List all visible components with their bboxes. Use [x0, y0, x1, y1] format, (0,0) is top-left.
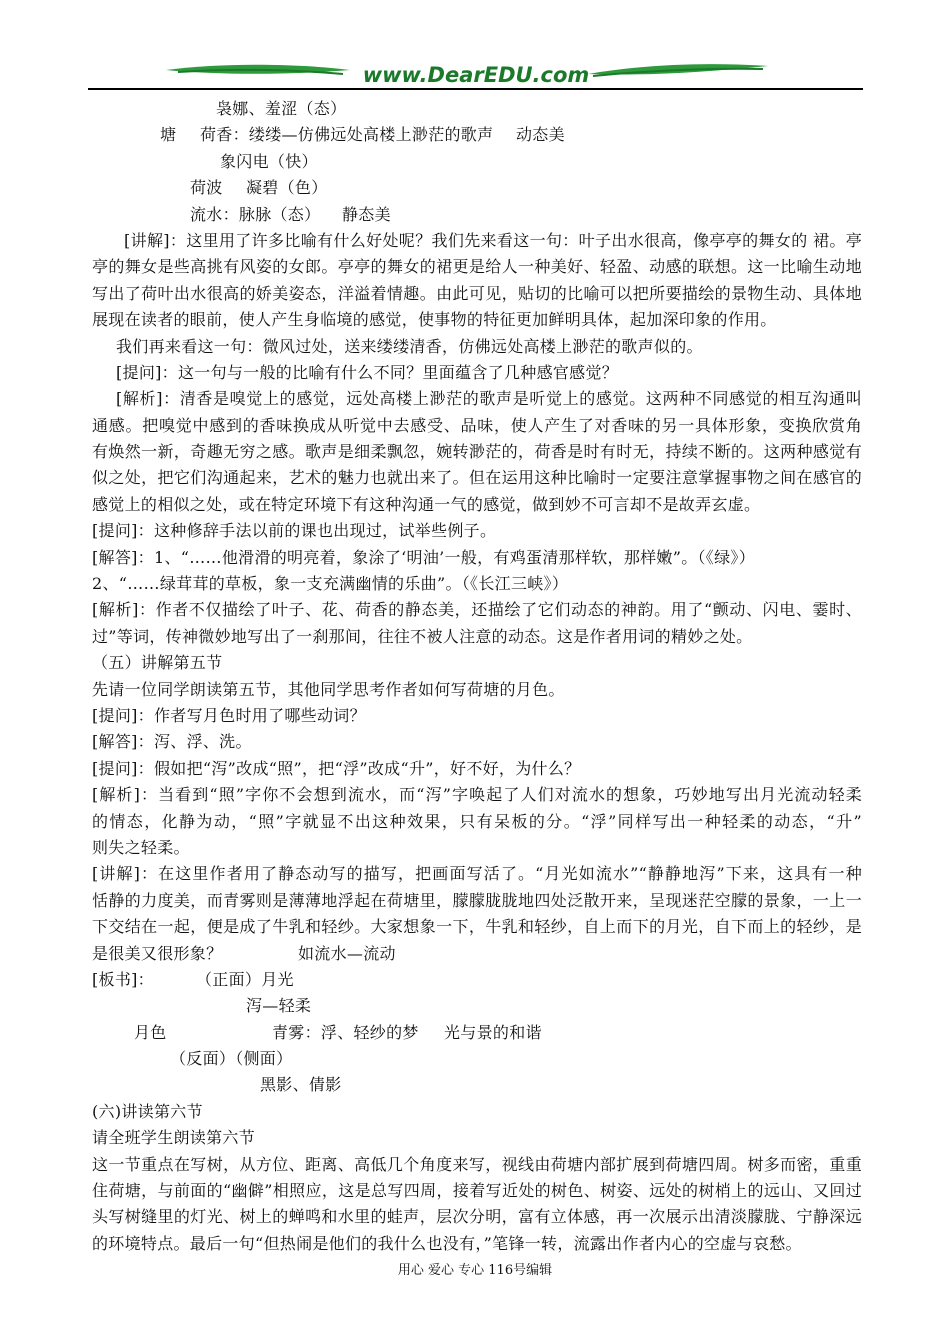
paragraph-line: [解析]：作者不仅描绘了叶子、花、荷香的静态美，还描绘了它们动态的神韵。用了“颤动、闪电、霎时、	[92, 600, 862, 620]
text-line: 塘	[160, 125, 177, 145]
paragraph-line: 恬静的力度美，而青雾则是薄薄地浮起在荷塘里，朦朦胧胧地四处泛散开来，呈现迷茫空朦的景象，一上一	[92, 890, 862, 910]
paragraph-line: [解答]：1、“……他滑滑的明亮着，象涂了‘明油’一般，有鸡蛋清那样软，那样嫩”。（《绿》）	[92, 547, 755, 567]
paragraph-line: 头写树缝里的灯光、树上的蝉鸣和水里的蛙声，层次分明，富有立体感，再一次展示出清淡朦胧、宁静深远	[92, 1207, 862, 1227]
diagram-line-5	[92, 202, 862, 228]
paragraph-line: 亭的舞女是些高挑有风姿的女郎。亭亭的舞女的裙更是给人一种美好、轻盈、动感的联想。这一比喻生动地	[92, 257, 862, 277]
diagram-line-1	[92, 96, 862, 122]
board-line-5	[92, 1072, 862, 1098]
text-line: 动态美	[516, 125, 565, 145]
paragraph-line: [提问]：这一句与一般的比喻有什么不同？里面蕴含了几种感官感觉？	[116, 362, 619, 382]
paragraph-line: 2、“……绿茸茸的草板，象一支充满幽情的乐曲”。（《长江三峡》）	[92, 574, 569, 594]
paragraph-line: [提问]：这种修辞手法以前的课也出现过，试举些例子。	[92, 521, 497, 541]
paragraph-line: 有焕然一新，奇趣无穷之感。歌声是细柔飘忽，婉转渺茫的，荷香是时有时无，持续不断的。这两种感觉有	[92, 442, 862, 462]
paragraph-line: [提问]：作者写月色时用了哪些动词？	[92, 705, 366, 725]
paragraph-line: 过”等词，传神微妙地写出了一刹那间，往往不被人注意的动态。这是作者用词的精妙之处。	[92, 626, 753, 646]
paragraph-line: 这一节重点在写树，从方位、距离、高低几个角度来写，视线由荷塘内部扩展到荷塘四周。树多而密，重重	[92, 1154, 862, 1174]
text-line: 如流水—流动	[298, 943, 396, 963]
paragraph-line: [解析]：清香是嗅觉上的感觉，远处高楼上渺茫的歌声是听觉上的感觉。这两种不同感觉的相互沟通叫	[116, 389, 862, 409]
text-line: 荷香：缕缕—仿佛远处高楼上渺茫的歌声	[200, 125, 494, 145]
diagram-line-2	[92, 122, 862, 148]
board-line-1	[92, 967, 862, 993]
text-line: 光与景的和谐	[444, 1022, 542, 1042]
section-heading: (六)讲读第六节	[92, 1101, 203, 1121]
site-header-banner	[88, 58, 863, 92]
paragraph-line: 我们再来看这一句：微风过处，送来缕缕清香，仿佛远处高楼上渺茫的歌声似的。	[116, 336, 703, 356]
paragraph-line: 似之处，把它们沟通起来，艺术的魅力也就出来了。但在运用这种比喻时一定要注意掌握事物之间在感官的	[92, 468, 862, 488]
text-line: 是很美又很形象？	[92, 943, 223, 963]
paragraph-line: 先请一位同学朗读第五节，其他同学思考作者如何写荷塘的月色。	[92, 679, 565, 699]
text-line: [板书]：	[92, 969, 154, 989]
diagram-line-4	[92, 175, 862, 201]
text-line: 荷波	[190, 178, 223, 198]
text-line: 黑影、倩影	[260, 1075, 342, 1095]
section-heading: （五）讲解第五节	[92, 653, 223, 673]
page-footer: 用心 爱心 专心 116号编辑	[397, 1263, 553, 1278]
site-logo-text: www.DearEDU.com	[362, 63, 590, 87]
paragraph-line: 通感。把嗅觉中感到的香味换成从听觉中去感受、品味，使人产生了对香味的另一具体形象，变换欣赏角	[92, 415, 862, 435]
board-line-3	[92, 1020, 862, 1046]
text-line: 青雾：浮、轻纱的梦	[272, 1022, 419, 1042]
diagram-line-3	[92, 149, 862, 175]
paragraph-line: 展现在读者的眼前，使人产生身临境的感觉，使事物的特征更加鲜明具体，起加深印象的作用。	[92, 310, 777, 330]
paragraph-line: 住荷塘，与前面的“幽僻”相照应，这是总写四周，接着写近处的树色、树姿、远处的树梢上的远山、又回过	[92, 1181, 862, 1201]
board-line-4	[92, 1046, 862, 1072]
text-line: 象闪电（快）	[220, 151, 318, 171]
paragraph-line: 的情态，化静为动，“照”字就显不出这种效果，只有呆板的分。“浮”同样写出一种轻柔的动态，“升”	[92, 811, 862, 831]
text-line: （正面）月光	[196, 969, 294, 989]
paragraph-line: [讲解]：在这里作者用了静态动写的描写，把画面写活了。“月光如流水”“静静地泻”下来，这具有一种	[92, 864, 862, 884]
paragraph-line: [解答]：泻、浮、洗。	[92, 732, 252, 752]
paragraph-line: 写出了荷叶出水很高的娇美姿态，洋溢着情趣。由此可见，贴切的比喻可以把所要描绘的景物生动、具体地	[92, 283, 862, 303]
paragraph-line: [提问]：假如把“泻”改成“照”，把“浮”改成“升”，好不好，为什么？	[92, 758, 581, 778]
paragraph-line: [讲解]：这里用了许多比喻有什么好处呢？我们先来看这一句：叶子出水很高，像亭亭的舞女的 裙。亭	[124, 230, 862, 250]
text-line: 流水：脉脉（态）	[190, 204, 321, 224]
text-line: 凝碧（色）	[246, 178, 328, 198]
text-line: 袅娜、羞涩（态）	[216, 99, 347, 118]
document-body	[92, 96, 862, 1257]
paragraph-line: [解析]：当看到“照”字你不会想到流水，而“泻”字唤起了人们对流水的想象，巧妙地写出月光流动轻柔	[92, 785, 862, 805]
paragraph-line: 请全班学生朗读第六节	[92, 1128, 256, 1148]
text-line: （反面）（侧面）	[170, 1049, 293, 1069]
paragraph-line: 则失之轻柔。	[92, 837, 190, 857]
paragraph-line: 的环境特点。最后一句“但热闹是他们的我什么也没有，”笔锋一转，流露出作者内心的空虚与哀愁。	[92, 1233, 802, 1253]
paragraph-line	[92, 941, 862, 967]
board-line-2	[92, 993, 862, 1019]
text-line: 月色	[134, 1022, 167, 1042]
decorative-leaf-swoosh	[88, 58, 863, 92]
header-rule	[88, 88, 863, 90]
text-line: 泻—轻柔	[246, 996, 312, 1016]
text-line: 静态美	[342, 204, 391, 224]
paragraph-line: 感觉上的相似之处，或在特定环境下有这种沟通一气的感觉，做到妙不可言却不是故弄玄虚。	[92, 494, 761, 514]
paragraph-line: 下交结在一起，便是成了牛乳和轻纱。大家想象一下，牛乳和轻纱，自上而下的月光，自下而上的轻纱，是	[92, 917, 862, 937]
